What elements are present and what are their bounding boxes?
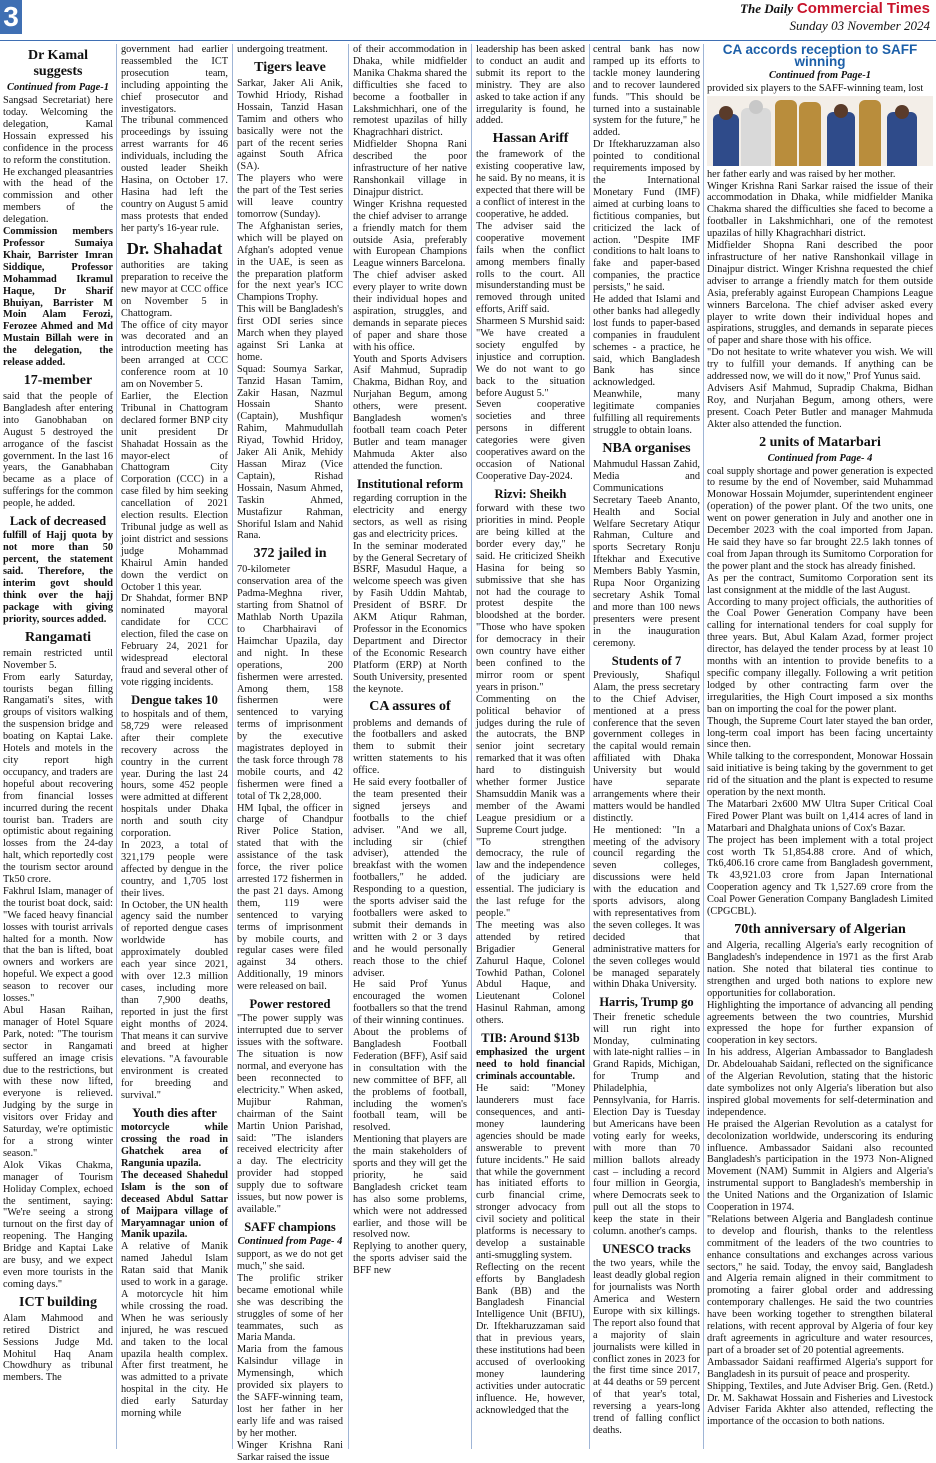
- issue-date: Sunday 03 November 2024: [789, 18, 930, 33]
- column-divider: [589, 44, 590, 1449]
- paragraph: Youth and Sports Advisers Asif Mahmud, Supradip Chakma, Bidhan Roy, and Nurjahan Begum, among others, were present. Bangladesh women's football team coach Peter Butler and team manager Mahmuda Akter also attended the function.: [353, 353, 467, 472]
- masthead-name: Commercial Times: [796, 0, 930, 17]
- headline-rangamati: Rangamati: [24, 629, 92, 645]
- column-divider: [348, 44, 349, 1449]
- paragraph: Ambassador Saidani reaffirmed Algeria's support for Bangladesh in its pursuit of peace and prosperity.: [707, 1356, 933, 1380]
- paragraph: coal supply shortage and power generation is expected to resume by the end of November, said Muhammad Monowar Hossain Mojumder, superintendent engineer (operation) of the power plant. Of the two units, one went on power generation in July and another one in December 2023 with the coal imported from Japan. He said they have so far brought 22.5 lakh tonnes of coal from Japan through its Sumitomo Corporation for the power plant and the stock has already finished.: [707, 465, 933, 572]
- paragraph: Commission members Professor Sumaiya Khair, Barrister Imran Siddique, Professor Mohammad Ikramul Haque, Dr Sharif Bhuiyan, Barrister M Moin Alam Ferozi, Ferozee Ahmed and Md Mustain Billah were in the delegation, the release added.: [3, 226, 113, 369]
- paragraph: Alok Vikas Chakma, manager of Tourism Holiday Complex, echoed the sentiment, saying: "We're seeing a strong turnout on the first day of reopening. The Hanging Bridge and Kaptai Lake are busy, and we expect even more tourists in the coming days.": [3, 1159, 113, 1290]
- paragraph: The Matarbari 2x600 MW Ultra Super Critical Coal Fired Power Plant was built on 1,414 acres of land in Matarbari and Dhalghata unions of Cox's Bazar.: [707, 798, 933, 834]
- paragraph: Winger Krishna Rani Sarkar raised the issue: [237, 1439, 343, 1463]
- photo-figure: [827, 112, 855, 166]
- paragraph: According to many project officials, the authorities of the Coal Power Generation Company have been calling for international tenders for coal supply for three years. But, Abul Kalam Azad, former project director, has delayed the tender process by at least 10 months with an intention to provide benefits to a specific company illegally. Following a writ petition lodged by other contracting farm over the irregularities, the High Court imposed a six months ban on importing the coal for the power plant.: [707, 596, 933, 715]
- paragraph: and Algeria, recalling Algeria's early recognition of Bangladesh's independence in 1971 as the first Arab nation. She noted that bilateral ties continue to strengthen and urged both nations to explore new opportunities for collaboration.: [707, 940, 933, 999]
- paragraph: Mentioning that players are the main stakeholders of sports and they will get the priority, he said Bangladesh cricket team has also some problems, which were not addressed earlier, and those will be resolved now.: [353, 1134, 467, 1241]
- paragraph: Advisers Asif Mahmud, Supradip Chakma, Bidhan Roy, and Nurjahan Begum, among others, were present. Coach Peter Butler and manager Mahmuda Akter also attended the function.: [707, 382, 933, 430]
- paragraph: He said every footballer of the team presented their signed jerseys and footballs to the chief adviser. "And we all, including sir (chief adviser), attended the breakfast with the women footballers," he added. Responding to a question, the sports adviser said the footballers were asked to submit their demands in written with 2 or 3 days and he would personally reach those to the chief adviser.: [353, 777, 467, 979]
- paragraph: The office of city mayor was decorated and an introduction meeting has been arranged at CCC conference room at 10 am on November 5.: [121, 319, 228, 391]
- continued-line: Continued from Page-1: [768, 69, 872, 81]
- paragraph: "Do not hesitate to write whatever you wish. We will try to fulfill your demands. If anything can be addressed now, we will do it now," Prof Yunus said.: [707, 347, 933, 383]
- column-3: [237, 44, 343, 1463]
- headline-algerian-anniversary: 70th anniversary of Algerian: [734, 922, 906, 937]
- paragraph: Midfielder Shopna Rani described the poor infrastructure of her native Ranshonkail village in Dinajpur district. Winger Krishna requested the chief adviser to arrange a friendly match for them outside Asia, preferably against European Champions League winners Barcelona. The chief adviser asked every player to write down their individual hopes and aspirations, struggles, and demands in separate pieces of paper and share those with his office.: [707, 240, 933, 347]
- photo-head: [749, 100, 763, 114]
- photo-head: [834, 104, 848, 118]
- photo-figure: [741, 108, 771, 166]
- paragraph: In the seminar moderated by the General Secretary of BSRF, Masudul Haque, a welcome speech was given by Fasih Uddin Mahtab, President of BSRF. Dr AKM Atiqur Rahman, Professor in the Economics Department and Director of the Economic Research Platform (ERP) at North South University, presented the keynote.: [353, 540, 468, 695]
- paragraph: The deceased Shahedul Islam is the son of deceased Abdul Sattar of Maijpara village of Maryamnagar union of Manik upazila.: [121, 1169, 228, 1241]
- column-divider: [471, 44, 472, 1449]
- headline-rizvi-sheikh: Rizvi: Sheikh: [494, 486, 567, 501]
- paragraph: to hospitals and of them, 58,729 were released after their complete recovery across the country in the current year. During the last 24 hours, some 452 people were admitted at different hospitals under Dhaka north and south city corporation.: [121, 709, 228, 840]
- column-2: [121, 44, 228, 1449]
- paragraph: He said: "Money launderers must face consequences, and anti-money laundering agencies should be made answerable to prevent future incidents." He said that while the government has initiated efforts to curb financial crime, stronger advocacy from civil society and political platforms is necessary to develop a sustainable anti-smuggling system.: [476, 1083, 585, 1261]
- paragraph: In his address, Algerian Ambassador to Bangladesh Dr. Abdelouahab Saidani, reflected on the significance of the Algerian Revolution, stating that the historic date symbolizes not only Algeria's liberation but also inspired global movements for self-determination and independence.: [707, 1047, 933, 1118]
- column-divider: [232, 44, 233, 1449]
- headline-372-jailed: 372 jailed in: [253, 546, 327, 562]
- headline-tib: TIB: Around $13b: [481, 1031, 580, 1046]
- paragraph: government had earlier reassembled the ICT prosecution team, including appointing the chief prosecutor and investigators.: [121, 44, 228, 115]
- paragraph: the two years, while the least deadly global region for journalists was North America and Western Europe with six killings. The report also found that a majority of slain journalists were killed in conflict zones in 2023 for the first time since 2017, at 44 deaths or 59 percent of that year's total, reversing a years-long trend of falling conflict deaths.: [593, 1258, 700, 1436]
- paragraph: The project has been implement with a total project cost worth Tk 51,854.88 crore. And of which, Tk6,406.16 crore came from Bangladesh government, Tk 43,921.03 crore from Japan International Cooperation agency and Tk 1,527.69 crore from the Coal Power Generation Company Bangladesh Limited (CPGCBL).: [707, 834, 933, 918]
- team-photo: [707, 96, 933, 166]
- paragraph: Previously, Shafiqul Alam, the press secretary to the Chief Adviser, mentioned at a press conference that the seven government colleges in the capital would remain affiliated with Dhaka University but would have separate arrangements where their matters would be handled distinctly.: [593, 669, 700, 824]
- photo-figure: [775, 100, 797, 166]
- paragraph: the framework of the existing cooperative law, he said. By no means, it is expected that there will be a conflict of interest in the cooperative, he added.: [476, 149, 585, 220]
- paragraph: From early Saturday, tourists began filling Rangamati's sites, with groups of visitors walking the suspension bridge and boating on Kaptai Lake. Hotels and motels in the city report high occupancy, and traders are hopeful about recovering from financial losses incurred during the recent tourist ban. Traders are optimistic about regaining losses from the 24-day halt, which reportedly cost the tourism sector around Tk50 crore.: [3, 671, 113, 886]
- paragraph: Dr Iftekharuzzaman also pointed to conditional requirements imposed by the International Monetary Fund (IMF) aimed at curbing loans to fictitious companies, but criticized the lack of action. "Despite IMF conditions to halt loans to fake and paper-based companies, the practice persists," he said.: [593, 139, 700, 294]
- paragraph: The chief adviser asked every player to write down their individual hopes and aspiration, struggles, and demands in separate pieces of paper and share those with his office.: [353, 270, 467, 353]
- masthead: [740, 0, 930, 18]
- photo-figure: [859, 100, 881, 166]
- headline-ict-building: ICT building: [19, 1294, 97, 1310]
- paragraph: Fakhrul Islam, manager of the tourist boat dock, said: "We faced heavy financial losses with tourist arrivals halted for a month. Now that the ban is lifted, boat owners and workers are hopeful. We expect a good season to recover our losses.": [3, 885, 113, 1005]
- paragraph: remain restricted until November 5.: [3, 647, 113, 671]
- paragraph: Replying to another query, the sports adviser said the BFF new: [353, 1241, 467, 1277]
- continued-line: Continued from Page- 4: [767, 452, 873, 464]
- paragraph: In October, the UN health agency said the number of reported dengue cases worldwide has approximately doubled each year since 2021, with over 12.3 million cases, including more than 7,900 deaths, reported in just the first eight months of 2024. That means it can survive and breed at higher elevations. "A favourable environment is created for breeding and survival.": [121, 899, 228, 1102]
- paragraph: HM Iqbal, the officer in charge of Chandpur River Police Station, stated that with the assistance of the task force, the river police arrested 172 fishermen in the past 21 days. Among them, 119 were sentenced to varying terms of imprisonment by mobile courts, and regular cases were filed against 34 others. Additionally, 19 minors were released on bail.: [237, 802, 343, 993]
- paragraph: Their frenetic schedule will run right into Monday, culminating with late-night rallies – in Grand Rapids, Michigan, for Trump and Philadelphia, Pennsylvania, for Harris. Election Day is Tuesday but Americans have been voting early for weeks, with more than 70 million ballots already cast – including a record four million in Georgia, where Democrats seek to pull out all the stops to keep the state in their column. another's camps.: [593, 1011, 700, 1238]
- paragraph: Squad: Soumya Sarkar, Tanzid Hasan Tamim, Zakir Hasan, Nazmul Hossain Shanto (Captain), Mushfiqur Rahim, Mahmudullah Riyad, Towhid Hridoy, Jaker Ali Anik, Mehidy Hassan Miraz (Vice Captain), Rishad Hossain, Nasum Ahmed, Taskin Ahmed, Mustafizur Rahman, Shoriful Islam and Nahid Rana.: [237, 363, 343, 542]
- column-divider: [116, 44, 117, 1449]
- paragraph: He mentioned: "In a meeting of the advisory council regarding the seven colleges, discussions were held with the education and sports advisors, along with representatives from the seven colleges. It was decided that administrative matters for the seven colleges would be managed separately within Dhaka University.: [593, 824, 700, 991]
- headline-power-restored: Power restored: [249, 997, 331, 1012]
- paragraph: A relative of Manik named Jahedul Islam Ratan said that Manik used to work in a garage. A motorcycle hit him while crossing the road. When he was seriously injured, he was rescued and taken to the local upazila health complex. After first treatment, he was admitted to a private hospital in the city. He died early Saturday morning while: [121, 1241, 228, 1420]
- paragraph: central bank has now ramped up its efforts to tackle money laundering and to recover laundered funds. "This should be turned into a sustainable system for the future," he added.: [593, 44, 700, 139]
- paragraph: Winger Krishna requested the chief adviser to arrange a friendly match for them outside Asia, preferably with European Champions League winners Barcelona.: [353, 198, 467, 270]
- paragraph: motorcycle while crossing the road in Ghatchek area of Rangunia upazila.: [121, 1122, 228, 1170]
- paragraph: The players who were the part of the Test series will leave country tomorrow (Sunday).: [237, 173, 343, 220]
- headline-17-member: 17-member: [23, 372, 93, 388]
- column-1: [3, 44, 113, 1449]
- paragraph: her father early and was raised by her mother.: [707, 168, 896, 180]
- paragraph: Reflecting on the recent efforts by Bangladesh Bank (BB) and the Bangladesh Financial Intelligence Unit (BFIU), Dr. Iftekharuzzaman said that in previous years, these institutions had been accused of overlooking money laundering activities under autocratic influence. He, however, acknowledged that the: [476, 1261, 585, 1416]
- headline-ca-accords-reception: CA accords reception to SAFF winning: [722, 42, 918, 69]
- paragraph: Dr Shahdat, former BNP nominated mayoral candidate for CCC election, filed the case on February 24, 2021 for widespread electoral fraud and several other of vote rigging incidents.: [121, 593, 228, 688]
- paragraph: forward with these two priorities in mind. People are being killed at the border every day," he said. He criticized Sheikh Hasina for being so submissive that she has not had the courage to protest despite the bloodshed at the border. "Those who have spoken for democracy in their own country have either been confined to the mirror room or spent years in prison.": [476, 503, 585, 693]
- paragraph: Sharmeen S Murshid said: "We have created a society engulfed by injustice and corruption. We do not want to go back to the situation before August 5.": [476, 316, 585, 399]
- photo-figure: [713, 114, 739, 166]
- headline-students-of-7: Students of 7: [611, 653, 682, 668]
- paragraph: "To strengthen democracy, the rule of law and the independence of the judiciary are essential. The judiciary is the last refuge for the people.": [476, 836, 585, 919]
- column-4: [353, 44, 467, 1449]
- paragraph: Though, the Supreme Court later stayed the ban order, long-term coal import has been facing uncertainty since then.: [707, 715, 933, 751]
- continued-line: Continued from Page-1: [6, 82, 110, 94]
- paragraph: Abul Hasan Raihan, manager of Hotel Square Park, noted: "The tourism sector in Rangamati suffered an image crisis due to the restrictions, but with these now lifted, everyone is relieved. Judging by the surge in visitors over Friday and Saturday, we're optimistic for a strong winter season.": [3, 1005, 113, 1159]
- headline-unesco-tracks: UNESCO tracks: [602, 1241, 691, 1256]
- headline-youth-dies: Youth dies after: [132, 1105, 217, 1120]
- headline-institutional-reform: Institutional reform: [356, 476, 464, 491]
- paragraph: Midfielder Shopna Rani described the poor infrastructure of her native Ranshonkail village in Dinajpur district.: [353, 139, 467, 198]
- headline-matarbari: 2 units of Matarbari: [759, 434, 881, 450]
- paragraph: Mahmudul Hassan Zahid, Media and Communications Secretary Taeeb Ananto, Health and Social Welfare Secretary Atiqur Rahman, Culture and sports Secretary Ronju Iftekhar and Executive Members Bably Yasmin, Rupa Noor Organizing secretary Ashik Tomal and more than 100 news presenters were present in the inauguration ceremony.: [593, 459, 700, 649]
- paragraph: About the problems of Bangladesh Football Federation (BFF), Asif said in consultation with the new committee of BFF, all the problems of football, including the women's football team, will be resolved.: [353, 1027, 467, 1134]
- paragraph: Earlier, the Election Tribunal in Chattogram declared former BNP city unit president Dr Shahadat Hossain as the mayor-elect of Chattogram City Corporation (CCC) in a case filed by him seeking cancellation of 2021 election results. Election Tribunal judge as well as joint district and sessions judge Mohammad Khairul Amin handed down the verdict on October 1 this year.: [121, 391, 228, 593]
- header-rule: [0, 40, 936, 41]
- column-7: [707, 44, 933, 1449]
- paragraph: "Relations between Algeria and Bangladesh continue to develop and flourish, thanks to the relentless commitment of the leaders of the two countries to enhance consultations and exchanges across various sectors," he said. Today, the envoy said, Bangladesh and Algeria remain aligned in their commitment to promoting a fairer global order and addressing contemporary challenges. He said the two countries have been working together to strengthen bilateral relations, with recent approval by Algeria of four key draft agreements in agriculture and water resources, part of a broader set of 20 potential agreements.: [707, 1213, 933, 1356]
- headline-dr-shahadat: Dr. Shahadat: [126, 238, 223, 258]
- photo-figure: [799, 102, 821, 166]
- headline-nba-organises: NBA organises: [602, 440, 691, 456]
- masthead-pre: The Daily: [740, 1, 794, 16]
- paragraph: The Afghanistan series, which will be played on Afghan's adopted venue in the UAE, is seen as the preparation platform for the next year's ICC Champions Trophy.: [237, 220, 343, 304]
- continued-line: Continued from Page- 4: [237, 1236, 343, 1248]
- paragraph: 70-kilometer conservation area of the Padma-Meghna river, starting from Shatnol of Mathlab North Upazila to Charbhairavi of Haimchar Upazila, day and night. In these operations, 200 fishermen were arrested. Among them, 158 fishermen were sentenced to varying terms of imprisonment by the executive magistrates deployed in the task force through 78 mobile courts, and 42 fishermen were fined a total of Tk 2,28,000.: [237, 564, 343, 802]
- headline-dengue: Dengue takes 10: [131, 692, 218, 707]
- photo-head: [895, 105, 909, 119]
- paragraph: He exchanged pleasantries with the head of the commission and other members of the delegation.: [3, 166, 113, 226]
- paragraph: of their accommodation in Dhaka, while midfielder Manika Chakma shared the difficulties she faced to become a footballer in Lakshmichhari, one of the remotest upazilas of hilly Khagrachhari district.: [353, 44, 467, 139]
- paragraph: provided six players to the SAFF-winning team, lost: [707, 82, 924, 94]
- paragraph: While talking to the correspondent, Monowar Hossain said initiative is being taking by the government to get rid of the situation and the plant is expected to resume operation by the next month.: [707, 751, 933, 799]
- photo-head: [719, 106, 733, 120]
- paragraph: problems and demands of the footballers and asked them to submit their written statements to his office.: [353, 717, 467, 777]
- paragraph: emphasized the urgent need to hold financial criminals accountable.: [476, 1047, 585, 1083]
- paragraph: Sarkar, Jaker Ali Anik, Towhid Hriody, Rishad Hossain, Tanzid Hasan Tamim and others who basically were not the part of the recent series against South Africa (SA).: [237, 78, 343, 173]
- page-number: 3: [0, 0, 22, 34]
- paragraph: Seven cooperative societies and three persons in different categories were given cooperatives award on the occasion of National Cooperative Day-2024.: [476, 399, 585, 482]
- paragraph: Shipping, Textiles, and Jute Adviser Brig. Gen. (Retd.) Dr. M. Sakhawat Hossain and Fisheries and Livestock Adviser Farida Akhter also attended, reflecting the importance of the occasion to both nations.: [707, 1380, 933, 1428]
- headline-dr-kamal: Dr Kamal suggests: [27, 48, 88, 80]
- photo-figure: [887, 112, 917, 166]
- paragraph: As per the contract, Sumitomo Corporation sent its last consignment at the middle of the last August.: [707, 572, 933, 596]
- paragraph: fulfill of Hajj quota by not more than 50 percent, the statement said. Therefore, the interim govt should think over the hajj package with giving priority, sources added.: [3, 530, 113, 625]
- paragraph: Alam Mahmood and retired District and Sessions Judge Md. Mohitul Haq Anam Chowdhury as tribunal members. The: [3, 1312, 113, 1384]
- headline-harris-trump: Harris, Trump go: [599, 995, 694, 1010]
- paragraph: The adviser said the cooperative movement fails when the conflict among members finally rolls to the court. All misunderstanding must be removed through united efforts, Ariff said.: [476, 220, 585, 316]
- paragraph: Commenting on the political behavior of judges during the rule of the autocrats, the BNP senior joint secretary remarked that it was often hard to distinguish whether former Justice Shamsuddin Manik was a member of the Awami League presidium or a Supreme Court judge.: [476, 693, 585, 836]
- paragraph: The tribunal commenced proceedings by issuing arrest warrants for 46 individuals, including the ousted leader Sheikh Hasina, on October 17. Hasina had left the country on August 5 amid mass protests that ended her party's 16-year rule.: [121, 115, 228, 234]
- headline-ca-assures: CA assures of: [369, 699, 451, 715]
- paragraph: said that the people of Bangladesh after entering into Ganobhaban on August 5 destroyed the arrogance of the fascist government. In the last 16 years, the Ganabhaban became as a place of sufferings for the common people, he added.: [3, 391, 113, 510]
- paragraph: He added that Islami and other banks had allegedly lost funds to paper-based companies in fraudulent schemes - a practice, he said, which Bangladesh Bank has since acknowledged. Meanwhile, many legitimate companies fulfilling all requirements struggle to obtain loans.: [593, 294, 700, 436]
- paragraph: Highlighting the importance of advancing all pending agreements between the two countries, Murshid expressed the hope for further expansion of cooperation in key sectors.: [707, 999, 933, 1047]
- headline-lack-of-decreased: Lack of decreased: [9, 514, 107, 529]
- headline-saff-champions: SAFF champions: [244, 1219, 336, 1234]
- paragraph: undergoing treatment.: [237, 44, 328, 55]
- paragraph: The meeting was also attended by retired Brigadier General Zahurul Haque, Colonel Towhid Pathan, Colonel Abdul Haque, and Lieutenant Colonel Hasinul Rahman, among others.: [476, 919, 585, 1027]
- headline-tigers-leave: Tigers leave: [254, 59, 326, 75]
- paragraph: leadership has been asked to conduct an audit and submit its report to the ministry. They are also asked to take action if any irregularity is found, he added.: [476, 44, 585, 127]
- paragraph: This will be Bangladesh's first ODI series since March when they played against Sri Lanka at home.: [237, 304, 343, 363]
- headline-hassan-ariff: Hassan Ariff: [492, 131, 569, 147]
- page-header: [0, 0, 936, 42]
- paragraph: Winger Krishna Rani Sarkar raised the issue of their accommodation in Dhaka, while midfielder Manika Chakma shared the difficulties she faced to become a footballer in Lakshmichhari, one of the remotest upazilas of hilly Khagrachhari district.: [707, 180, 933, 240]
- column-5: [476, 44, 585, 1449]
- paragraph: regarding corruption in the electricity and energy sectors, as well as rising gas and electricity prices.: [353, 493, 467, 540]
- paragraph: "The power supply was interrupted due to server issues with the software. The situation is now normal, and everyone has been reconnected to electricity." When asked, Mujibur Rahman, chairman of the Saint Martin Union Parishad, said: "The islanders received electricity after a day. The electricity provider had stopped supply due to software issues, but now power is available.": [237, 1013, 343, 1215]
- paragraph: Sangsad Secretariat) here today. Welcoming the delegation, Kamal Hossain expressed his confidence in the process to reform the constitution.: [3, 95, 113, 166]
- paragraph: He praised the Algerian Revolution as a catalyst for decolonization worldwide, underscoring its enduring influence. Ambassador Saidani also recounted Bangladesh's participation in the 1973 Non-Aligned Movement (NAM) Summit in Algiers and Algeria's instrumental support to Bangladesh's membership in the United Nations and the Organization of Islamic Cooperation in 1974.: [707, 1118, 933, 1214]
- paragraph: The prolific striker became emotional while she was describing the struggles of some of her teammates, such as Maria Manda.: [237, 1272, 343, 1344]
- paragraph: In 2023, a total of 321,179 people were affected by dengue in the country, and 1,705 lost their lives.: [121, 840, 228, 899]
- paragraph: authorities are taking preparation to receive the new mayor at CCC office on November 5 in Chattogram.: [121, 260, 228, 319]
- column-6: [593, 44, 700, 1449]
- paragraph: Maria from the famous Kalsindur village in Mymensingh, which provided six players to the SAFF-winning team, lost her father in her early life and was raised by her mother.: [237, 1344, 343, 1439]
- paragraph: He said Prof Yunus encouraged the women footballers so that the trend of their winning continues.: [353, 979, 467, 1027]
- column-divider: [703, 44, 704, 1449]
- paragraph: support, as we do not get much," she said.: [237, 1249, 343, 1273]
